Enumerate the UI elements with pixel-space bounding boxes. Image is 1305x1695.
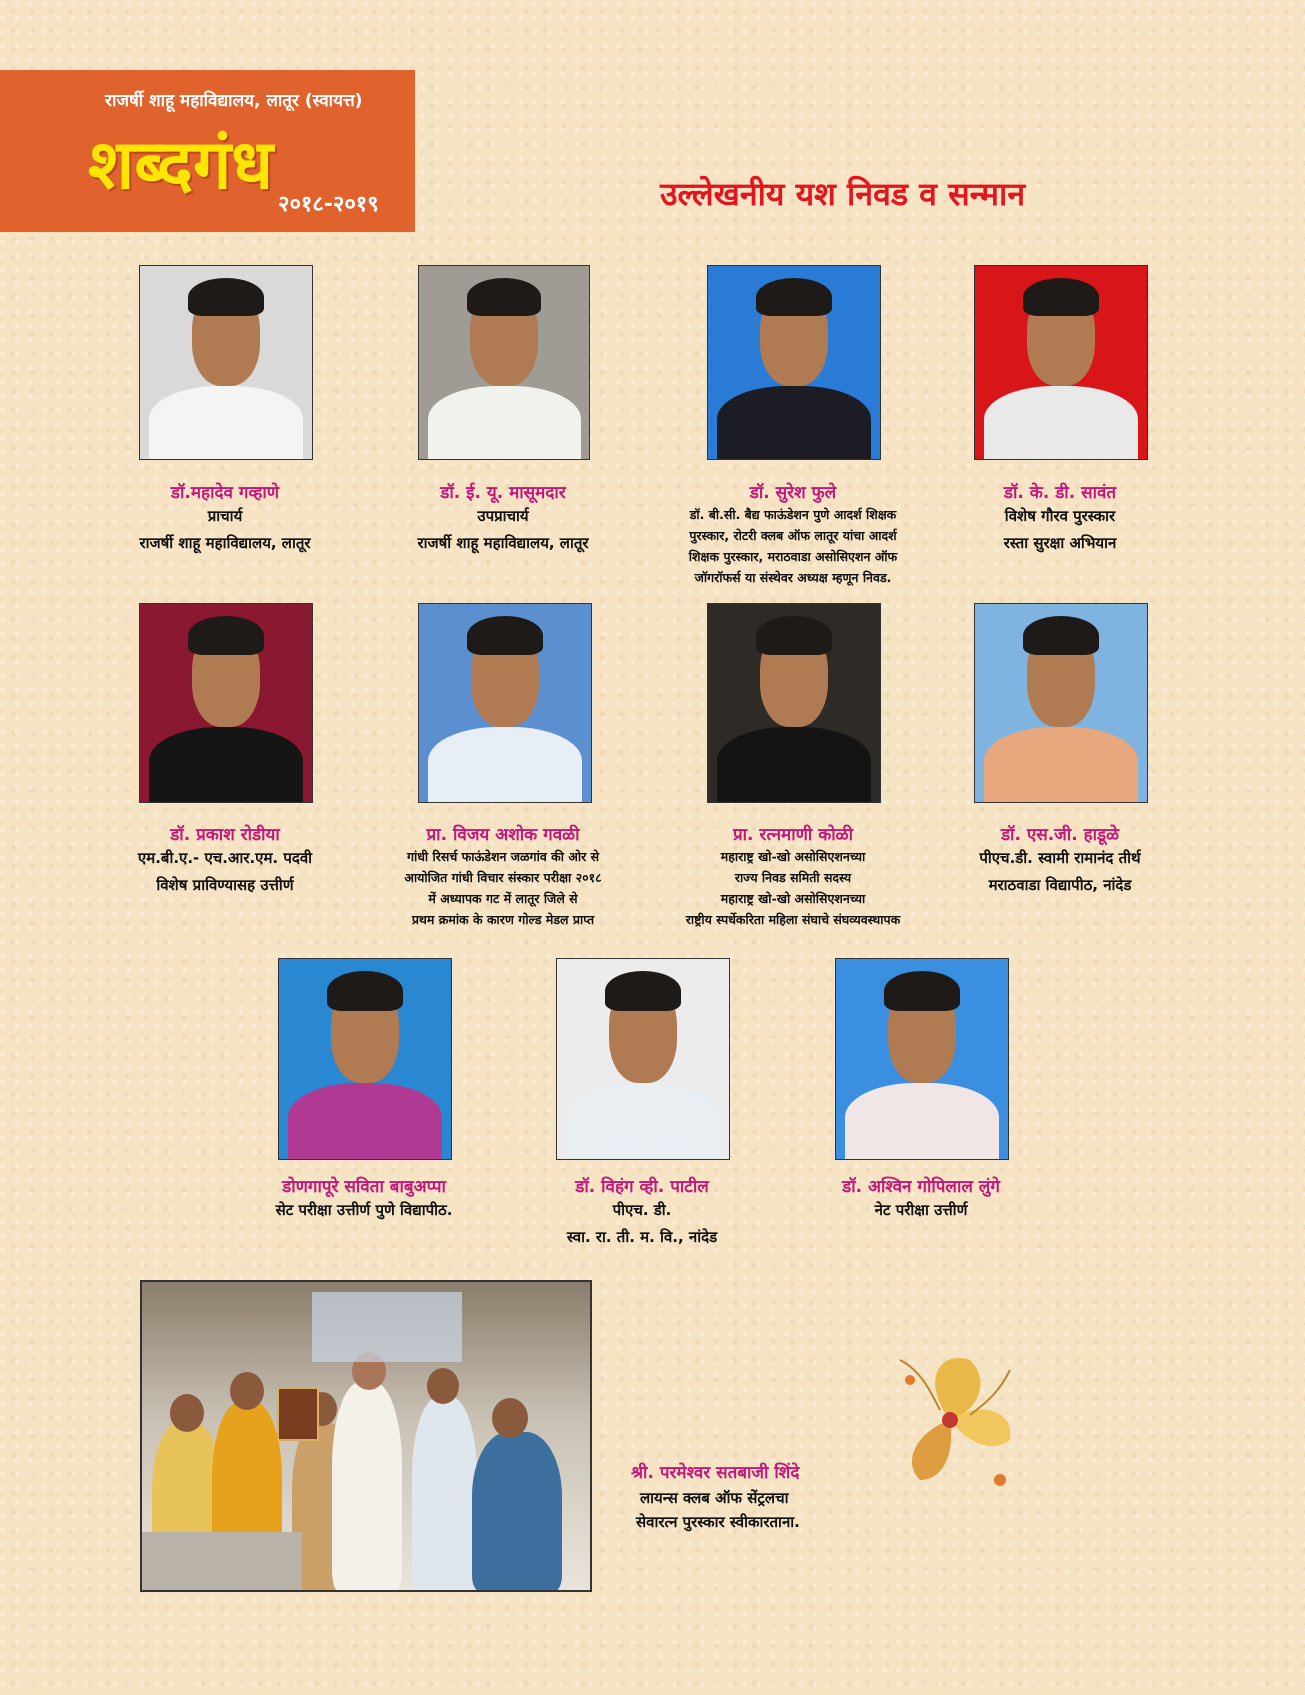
person-name: डॉ. के. डी. सावंत: [1003, 483, 1117, 503]
person-name: डोणगापूरे सविता बाबुअप्पा: [282, 1177, 446, 1197]
person-detail: राजर्षी शाहू महाविद्यालय, लातूर: [139, 534, 311, 552]
portrait-photo: [418, 603, 592, 803]
portrait-photo: [556, 958, 730, 1160]
person-detail: पुरस्कार, रोटरी क्लब ऑफ लातूर यांचा आदर्श: [689, 528, 897, 543]
header-banner: [0, 70, 415, 232]
portrait-photo: [835, 958, 1009, 1160]
portrait-photo: [278, 958, 452, 1160]
magazine-title: शब्दगंध: [88, 125, 274, 205]
flower-decoration-icon: [880, 1340, 1030, 1500]
college-name: राजर्षी शाहू महाविद्यालय, लातूर (स्वायत्त): [105, 91, 363, 111]
person-name: डॉ. विहंग व्ही. पाटील: [575, 1177, 709, 1197]
portrait-photo: [139, 265, 313, 460]
person-name: डॉ. ई. यू. मासूमदार: [440, 483, 566, 503]
person-name: डॉ. एस.जी. हाडूळे: [1000, 825, 1120, 845]
person-detail: महाराष्ट्र खो-खो असोसिएशनच्या: [720, 891, 866, 906]
person-detail: राष्ट्रीय स्पर्धेकरिता महिला संघाचे संघव्यवस्थापक: [685, 912, 901, 927]
magazine-year: २०१८-२०१९: [278, 192, 379, 217]
portrait-photo: [418, 265, 590, 460]
person-detail: विशेष प्राविण्यासह उत्तीर्ण: [156, 876, 294, 894]
person-name: प्रा. रत्नमाणी कोळी: [732, 825, 854, 845]
person-detail: शिक्षक पुरस्कार, मराठवाडा असोसिएशन ऑफ: [688, 549, 898, 564]
person-name: डॉ. अश्विन गोपिलाल लुंगे: [842, 1177, 1000, 1197]
portrait-photo: [707, 603, 881, 803]
person-detail: प्रथम क्रमांक के कारण गोल्ड मेडल प्राप्त: [411, 912, 595, 927]
person-detail: विशेष गौरव पुरस्कार: [1004, 507, 1116, 525]
award-recipient-name: श्री. परमेश्वर सतबाजी शिंदे: [631, 1463, 800, 1483]
person-detail: नेट परीक्षा उत्तीर्ण: [874, 1201, 968, 1219]
portrait-photo: [707, 265, 881, 460]
person-detail: उपप्राचार्य: [477, 507, 529, 525]
person-detail: आयोजित गांधी विचार संस्कार परीक्षा २०१८: [404, 870, 602, 885]
person-detail: डॉ. बी.सी. बैद्य फाऊंडेशन पुणे आदर्श शिक्षक: [689, 507, 897, 522]
portrait-photo: [974, 265, 1148, 460]
person-detail: महाराष्ट्र खो-खो असोसिएशनच्या: [720, 849, 866, 864]
person-detail: पीएच. डी.: [612, 1201, 672, 1219]
person-detail: प्राचार्य: [207, 507, 243, 525]
person-detail: स्वा. रा. ती. म. वि., नांदेड: [566, 1228, 718, 1246]
person-detail: राजर्षी शाहू महाविद्यालय, लातूर: [417, 534, 589, 552]
person-detail: सेट परीक्षा उत्तीर्ण पुणे विद्यापीठ.: [275, 1201, 453, 1219]
person-name: डॉ. सुरेश फुले: [749, 483, 837, 503]
award-line-1: लायन्स क्लब ऑफ सेंट्रलचा: [640, 1489, 789, 1507]
person-name: डॉ.महादेव गव्हाणे: [170, 483, 280, 503]
person-detail: जॉगरॉफर्स या संस्थेवर अध्यक्ष म्हणून निवड.: [694, 570, 892, 585]
portrait-photo: [974, 603, 1148, 803]
person-detail: में अध्यापक गट में लातूर जिले से: [428, 891, 578, 906]
person-detail: एम.बी.ए.- एच.आर.एम. पदवी: [137, 849, 313, 867]
portrait-photo: [139, 603, 313, 803]
person-name: प्रा. विजय अशोक गवळी: [426, 825, 580, 845]
section-title: उल्लेखनीय यश निवड व सन्मान: [660, 175, 1026, 213]
person-detail: राज्य निवड समिती सदस्य: [734, 870, 852, 885]
person-detail: गांधी रिसर्च फाऊंडेशन जळगांव की ओर से: [406, 849, 600, 864]
award-line-2: सेवारत्न पुरस्कार स्वीकारताना.: [636, 1513, 800, 1531]
person-detail: रस्ता सुरक्षा अभियान: [1003, 534, 1117, 552]
award-ceremony-photo: [140, 1280, 592, 1592]
person-name: डॉ. प्रकाश रोडीया: [170, 825, 280, 845]
person-detail: मराठवाडा विद्यापीठ, नांदेड: [988, 876, 1132, 894]
person-detail: पीएच.डी. स्वामी रामानंद तीर्थ: [979, 849, 1141, 867]
